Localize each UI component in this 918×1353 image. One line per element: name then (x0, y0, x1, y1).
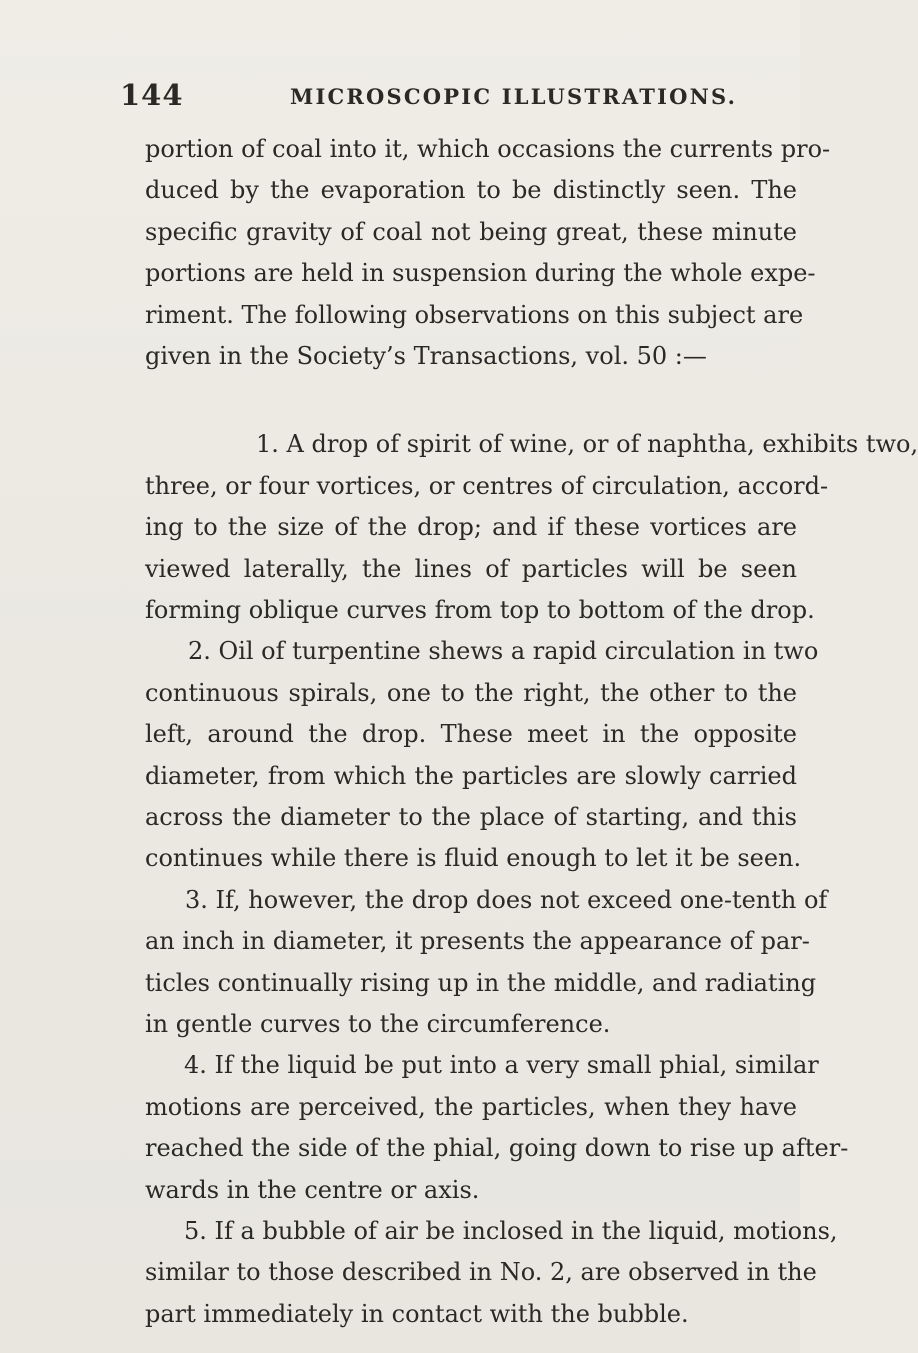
text-line: part immediately in contact with the bubble. (145, 1300, 689, 1328)
paragraph-first-line: 3. If, however, the drop does not exceed one-tenth of (185, 886, 828, 914)
text-line: given in the Society’s Transactions, vol. 50 :— (145, 342, 707, 370)
text-line: left, around the drop. These meet in the opposite (145, 720, 797, 748)
paragraph-first-line: 2. Oil of turpentine shews a rapid circulation in two (188, 637, 819, 665)
text-line: diameter, from which the particles are slowly carried (145, 762, 797, 790)
text-line: continuous spirals, one to the right, the other to the (145, 679, 797, 707)
text-line: an inch in diameter, it presents the appearance of par- (145, 927, 810, 955)
text-line: similar to those described in No. 2, are observed in the (145, 1258, 817, 1286)
text-line: reached the side of the phial, going down to rise up after- (145, 1134, 849, 1162)
text-line: forming oblique curves from top to bottom of the drop. (145, 596, 815, 624)
paragraph-first-line: 5. If a bubble of air be inclosed in the liquid, motions, (184, 1217, 838, 1245)
paragraph-first-line: 4. If the liquid be put into a very small phial, similar (184, 1051, 819, 1079)
text-line: portion of coal into it, which occasions the currents pro- (145, 135, 831, 163)
text-line: portions are held in suspension during the whole expe- (145, 259, 816, 287)
text-line: ticles continually rising up in the middle, and radiating (145, 969, 817, 997)
text-line: wards in the centre or axis. (145, 1176, 480, 1204)
text-line: ing to the size of the drop; and if these vortices are (145, 513, 797, 541)
text-line: across the diameter to the place of starting, and this (145, 803, 797, 831)
text-line: viewed laterally, the lines of particles will be seen (145, 555, 797, 583)
text-line: in gentle curves to the circumference. (145, 1010, 611, 1038)
text-line: motions are perceived, the particles, when they have (145, 1093, 797, 1121)
text-line: specific gravity of coal not being great, these minute (145, 218, 797, 246)
text-line: three, or four vortices, or centres of circulation, accord- (145, 472, 829, 500)
text-line: riment. The following observations on this subject are (145, 301, 804, 329)
page-header (120, 78, 780, 118)
page-number: 144 (120, 78, 184, 112)
text-line: continues while there is fluid enough to let it be seen. (145, 844, 802, 872)
running-head: MICROSCOPIC ILLUSTRATIONS. (290, 84, 738, 109)
paragraph-first-line: 1. A drop of spirit of wine, or of naphtha, exhibits two, (256, 430, 918, 458)
text-line: duced by the evaporation to be distinctly seen. The (145, 176, 797, 204)
